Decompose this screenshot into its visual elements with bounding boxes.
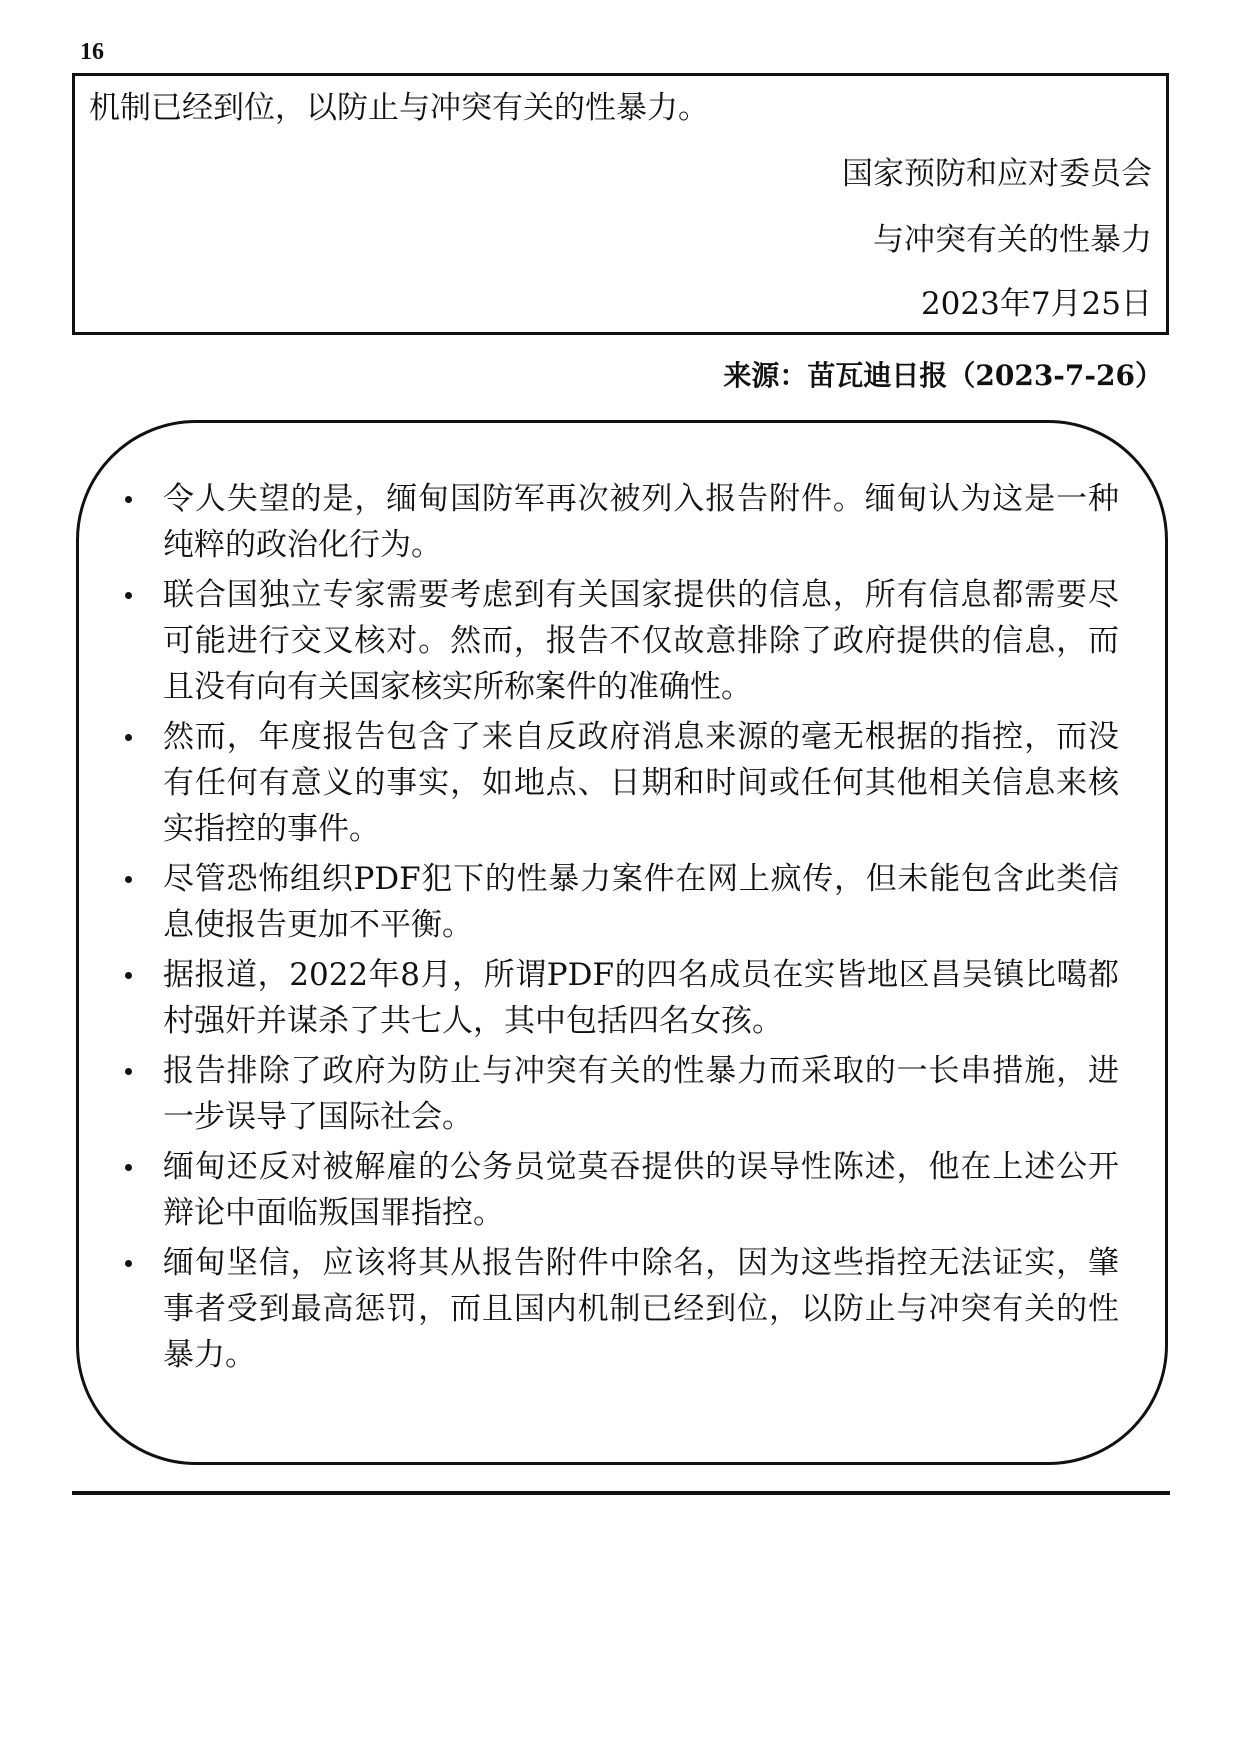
bullet-icon [125, 876, 132, 883]
signature-subtitle: 与冲突有关的性暴力 [873, 222, 1152, 258]
bullet-icon [125, 592, 132, 599]
bullet-text: 报告排除了政府为防止与冲突有关的性暴力而采取的一长串措施，进一步误导了国际社会。 [163, 1053, 1119, 1135]
bullet-text: 尽管恐怖组织PDF犯下的性暴力案件在网上疯传，但未能包含此类信息使报告更加不平衡。 [163, 861, 1119, 943]
summary-box [76, 420, 1168, 1465]
bullet-icon [125, 972, 132, 979]
list-item [119, 572, 1119, 710]
list-item [119, 1048, 1119, 1140]
list-item [119, 1144, 1119, 1236]
list-item [119, 476, 1119, 568]
list-item [119, 1240, 1119, 1378]
bullet-text: 缅甸坚信，应该将其从报告附件中除名，因为这些指控无法证实，肇事者受到最高惩罚，而且国内机制已经到位，以防止与冲突有关的性暴力。 [163, 1245, 1119, 1373]
bullet-icon [125, 1260, 132, 1267]
bullet-text: 然而，年度报告包含了来自反政府消息来源的毫无根据的指控，而没有任何有意义的事实，如地点、日期和时间或任何其他相关信息来核实指控的事件。 [163, 719, 1119, 847]
list-item [119, 952, 1119, 1044]
bullet-list [119, 476, 1119, 1382]
statement-continuation: 机制已经到位，以防止与冲突有关的性暴力。 [89, 90, 709, 126]
bullet-icon [125, 734, 132, 741]
statement-date: 2023年7月25日 [920, 286, 1152, 322]
bullet-text: 令人失望的是，缅甸国防军再次被列入报告附件。缅甸认为这是一种纯粹的政治化行为。 [163, 481, 1119, 563]
divider-line [72, 1491, 1170, 1495]
signature-organization: 国家预防和应对委员会 [842, 156, 1152, 192]
bullet-text: 缅甸还反对被解雇的公务员觉莫吞提供的误导性陈述，他在上述公开辩论中面临叛国罪指控。 [163, 1149, 1119, 1231]
source-citation: 来源：苗瓦迪日报（2023-7-26） [723, 359, 1163, 392]
list-item [119, 856, 1119, 948]
statement-box [72, 73, 1169, 335]
page-number: 16 [80, 39, 104, 65]
bullet-icon [125, 1068, 132, 1075]
bullet-text: 联合国独立专家需要考虑到有关国家提供的信息，所有信息都需要尽可能进行交叉核对。然而，报告不仅故意排除了政府提供的信息，而且没有向有关国家核实所称案件的准确性。 [163, 577, 1119, 705]
bullet-icon [125, 496, 132, 503]
bullet-icon [125, 1164, 132, 1171]
list-item [119, 714, 1119, 852]
bullet-text: 据报道，2022年8月，所谓PDF的四名成员在实皆地区昌吴镇比噶都村强奸并谋杀了共七人，其中包括四名女孩。 [163, 957, 1119, 1039]
